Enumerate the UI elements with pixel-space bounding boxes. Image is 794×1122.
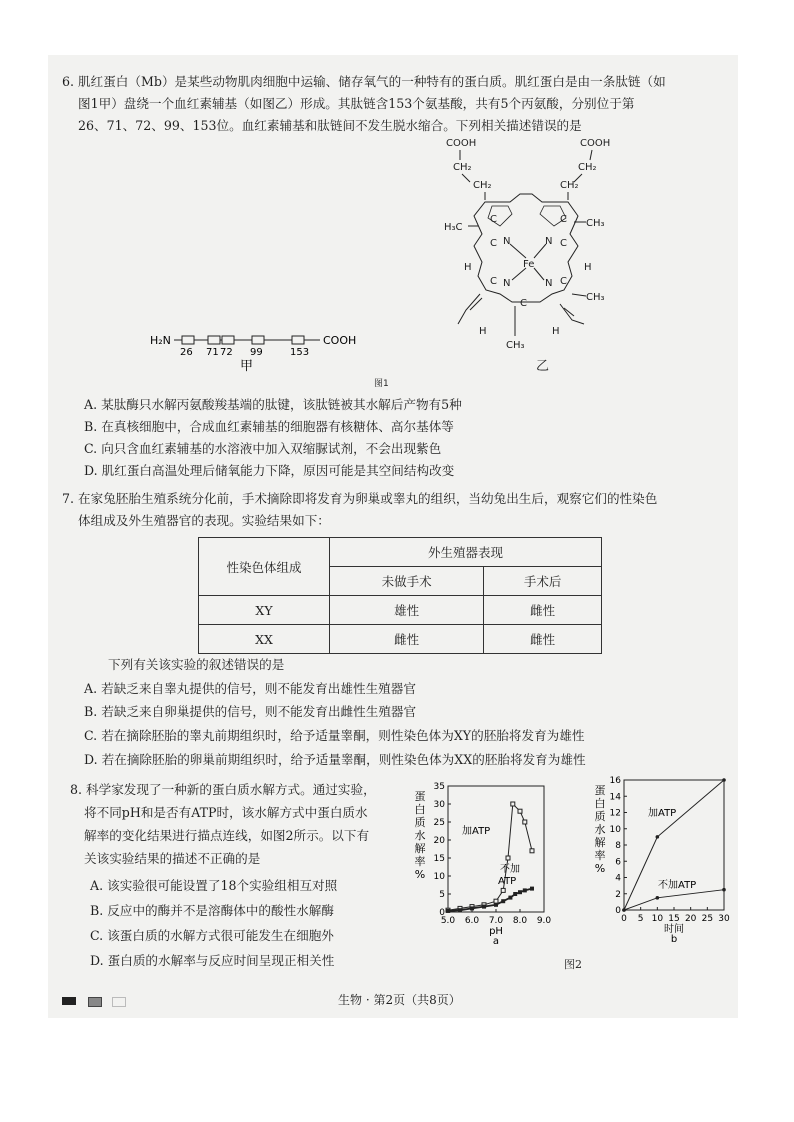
q6-line-3: 26、71、72、99、153位。血红素辅基和肽链间不发生脱水缩合。下列相关描述错误的是 <box>78 118 582 133</box>
svg-text:CH₂: CH₂ <box>578 162 597 173</box>
svg-text:C: C <box>520 298 527 309</box>
y-axis-label: 蛋白质水解率% <box>594 784 606 875</box>
data-point <box>508 896 512 900</box>
y-tick-label: 25 <box>433 818 445 828</box>
svg-text:N: N <box>545 278 553 289</box>
data-point <box>523 820 527 824</box>
svg-text:COOH: COOH <box>580 138 611 149</box>
data-point <box>506 856 510 860</box>
results-table <box>198 537 602 654</box>
residue-position-label: 153 <box>290 347 310 358</box>
x-tick-label: 20 <box>684 914 697 924</box>
q7-stem: 下列有关该实验的叙述错误的是 <box>108 657 285 672</box>
svg-text:N: N <box>503 278 511 289</box>
q7-line-1: 7. 在家兔胚胎生殖系统分化前，手术摘除即将发育为卵巢或睾丸的组织，当幼兔出生后，观察它们的性染色 <box>62 491 658 506</box>
q6-line-2: 图1甲）盘绕一个血红素辅基（如图乙）形成。其肽链含153个氨基酸，共有5个丙氨酸，分别位于第 <box>78 96 635 111</box>
residue-box <box>182 336 194 344</box>
y-tick-label: 15 <box>433 854 445 864</box>
y-axis-label: 蛋白质水解率% <box>414 790 426 881</box>
svg-text:H: H <box>464 262 472 273</box>
svg-text:C: C <box>560 276 567 287</box>
svg-text:C: C <box>560 214 567 225</box>
data-point <box>494 903 498 907</box>
chain-end: COOH <box>323 334 357 347</box>
svg-text:CH₂: CH₂ <box>453 162 472 173</box>
q8-option-b: B. 反应中的酶并不是溶酶体中的酸性水解酶 <box>90 903 334 918</box>
q7-line-2: 体组成及外生殖器官的表现。实验结果如下： <box>78 513 330 528</box>
q8-option-c: C. 该蛋白质的水解方式很可能发生在细胞外 <box>90 928 334 943</box>
y-tick-label: 0 <box>439 908 445 918</box>
svg-text:CH₃: CH₃ <box>586 292 605 303</box>
data-point <box>470 906 474 910</box>
chart-b <box>586 776 736 946</box>
q6-option-c: C. 向只含血红素辅基的水溶液中加入双缩脲试剂，不会出现紫色 <box>84 441 442 456</box>
residue-box <box>208 336 220 344</box>
q7-option-a: A. 若缺乏来自睾丸提供的信号，则不能发育出雄性生殖器官 <box>84 681 416 696</box>
x-tick-label: 30 <box>718 914 730 924</box>
y-tick-label: 8 <box>615 841 621 851</box>
x-tick-label: 8.0 <box>512 916 528 926</box>
y-tick-label: 5 <box>439 890 445 900</box>
y-tick-label: 2 <box>615 889 621 900</box>
chain-start: H₂N <box>150 334 171 347</box>
data-point <box>622 908 626 912</box>
figure-1-caption: 图1 <box>374 379 389 389</box>
svg-text:CH₂: CH₂ <box>473 180 492 191</box>
svg-text:COOH: COOH <box>446 138 477 149</box>
series-label: 加ATP <box>648 808 677 819</box>
svg-text:H: H <box>479 326 487 337</box>
data-point <box>513 892 517 896</box>
data-point <box>656 896 660 900</box>
table-subheader-no-surgery: 未做手术 <box>330 567 484 596</box>
y-tick-label: 4 <box>615 873 621 884</box>
table-row: XY 雄性 雌性 <box>199 596 602 625</box>
y-tick-label: 30 <box>433 800 445 810</box>
data-point <box>656 835 660 839</box>
peptide-chain <box>150 334 356 374</box>
data-point <box>458 908 462 912</box>
y-tick-label: 10 <box>609 824 621 835</box>
x-tick-label: 5.0 <box>440 916 456 926</box>
residue-box <box>222 336 234 344</box>
residue-position-label: 99 <box>250 347 263 358</box>
figure-1 <box>140 134 680 390</box>
q8-line-4: 关该实验结果的描述不正确的是 <box>84 851 261 866</box>
q6-line-1: 6. 肌红蛋白（Mb）是某些动物肌肉细胞中运输、储存氧气的一种特有的蛋白质。肌红蛋白是由一条肽链（如 <box>62 74 666 89</box>
svg-text:C: C <box>490 276 497 287</box>
table-header-chromosome: 性染色体组成 <box>199 538 330 596</box>
svg-text:N: N <box>503 236 511 247</box>
table-row: XX 雌性 雌性 <box>199 625 602 654</box>
series-label: 不加 ATP <box>498 864 520 887</box>
q6-option-b: B. 在真核细胞中，合成血红素辅基的细胞器有核糖体、高尔基体等 <box>84 419 454 434</box>
panel-label: b <box>670 934 678 945</box>
svg-text:C: C <box>490 238 497 249</box>
chart-a <box>410 776 555 952</box>
table-subheader-after-surgery: 手术后 <box>484 567 602 596</box>
data-point <box>494 899 498 903</box>
data-point <box>446 909 450 913</box>
table-header-genitalia: 外生殖器表现 <box>330 538 602 567</box>
q6-option-d: D. 肌红蛋白高温处理后储氧能力下降，原因可能是其空间结构改变 <box>84 463 455 478</box>
x-tick-label: 7.0 <box>488 916 504 926</box>
data-point <box>523 888 527 892</box>
svg-text:C: C <box>560 238 567 249</box>
y-tick-label: 0 <box>615 906 621 916</box>
x-tick-label: 0 <box>621 914 627 924</box>
residue-position-label: 71 <box>206 347 219 358</box>
svg-text:H: H <box>552 326 560 337</box>
q8-option-a: A. 该实验很可能设置了18个实验组相互对照 <box>90 878 338 893</box>
x-tick-label: 15 <box>668 914 680 924</box>
data-point <box>501 888 505 892</box>
q6-option-a: A. 某肽酶只水解丙氨酸羧基端的肽键，该肽链被其水解后产物有5种 <box>84 397 462 412</box>
x-axis-label: 时间 <box>664 924 684 935</box>
y-tick-label: 35 <box>433 782 445 792</box>
svg-text:C: C <box>490 214 497 225</box>
q7-option-c: C. 若在摘除胚胎的睾丸前期组织时，给予适量睾酮，则性染色体为XY的胚胎将发育为雄性 <box>84 728 585 743</box>
y-tick-label: 6 <box>615 857 621 868</box>
residue-position-label: 72 <box>220 347 233 358</box>
data-point <box>501 899 505 903</box>
svg-text:Fe: Fe <box>523 259 535 270</box>
figure-2-caption: 图2 <box>564 958 582 971</box>
label-jia: 甲 <box>240 359 254 374</box>
x-tick-label: 25 <box>701 914 714 924</box>
data-point <box>482 905 486 909</box>
y-tick-label: 20 <box>433 836 445 846</box>
residue-box <box>252 336 264 344</box>
svg-text:CH₃: CH₃ <box>586 218 605 229</box>
data-point <box>530 887 534 891</box>
series-label: 加ATP <box>462 826 491 837</box>
x-tick-label: 10 <box>651 914 664 924</box>
svg-text:H: H <box>584 262 592 273</box>
residue-position-label: 26 <box>180 347 193 358</box>
residue-box <box>292 336 304 344</box>
y-tick-label: 12 <box>609 808 621 819</box>
series-line <box>448 804 532 910</box>
q8-line-3: 解率的变化结果进行描点连线，如图2所示。以下有 <box>84 828 370 843</box>
panel-label: a <box>492 936 500 947</box>
q8-option-d: D. 蛋白质的水解率与反应时间呈现正相关性 <box>90 953 335 968</box>
svg-text:N: N <box>545 236 553 247</box>
data-point <box>518 890 522 894</box>
data-point <box>722 888 726 892</box>
x-tick-label: 9.0 <box>536 916 552 926</box>
q7-option-b: B. 若缺乏来自卵巢提供的信号，则不能发育出雌性生殖器官 <box>84 704 417 719</box>
data-point <box>518 809 522 813</box>
data-point <box>511 802 515 806</box>
q8-line-1: 8. 科学家发现了一种新的蛋白质水解方式。通过实验， <box>70 782 376 797</box>
x-tick-label: 5 <box>637 914 644 924</box>
y-tick-label: 16 <box>609 776 621 786</box>
y-tick-label: 10 <box>433 872 445 882</box>
data-point <box>722 778 726 782</box>
y-tick-label: 14 <box>609 792 621 803</box>
q7-option-d: D. 若在摘除胚胎的卵巢前期组织时，给予适量睾酮，则性染色体为XX的胚胎将发育为雄性 <box>84 752 586 767</box>
x-axis-label: pH <box>489 926 503 937</box>
q8-line-2: 将不同pH和是否有ATP时，该水解方式中蛋白质水 <box>84 805 368 820</box>
page-footer: 生物 · 第2页（共8页） <box>338 993 461 1007</box>
series-line <box>624 890 724 910</box>
svg-text:H₃C: H₃C <box>444 222 463 233</box>
label-yi: 乙 <box>536 359 550 374</box>
x-tick-label: 6.0 <box>464 916 480 926</box>
data-point <box>530 849 534 853</box>
heme-structure <box>374 138 610 389</box>
svg-text:CH₃: CH₃ <box>506 340 525 351</box>
series-label: 不加ATP <box>658 880 697 891</box>
svg-text:CH₂: CH₂ <box>560 180 579 191</box>
